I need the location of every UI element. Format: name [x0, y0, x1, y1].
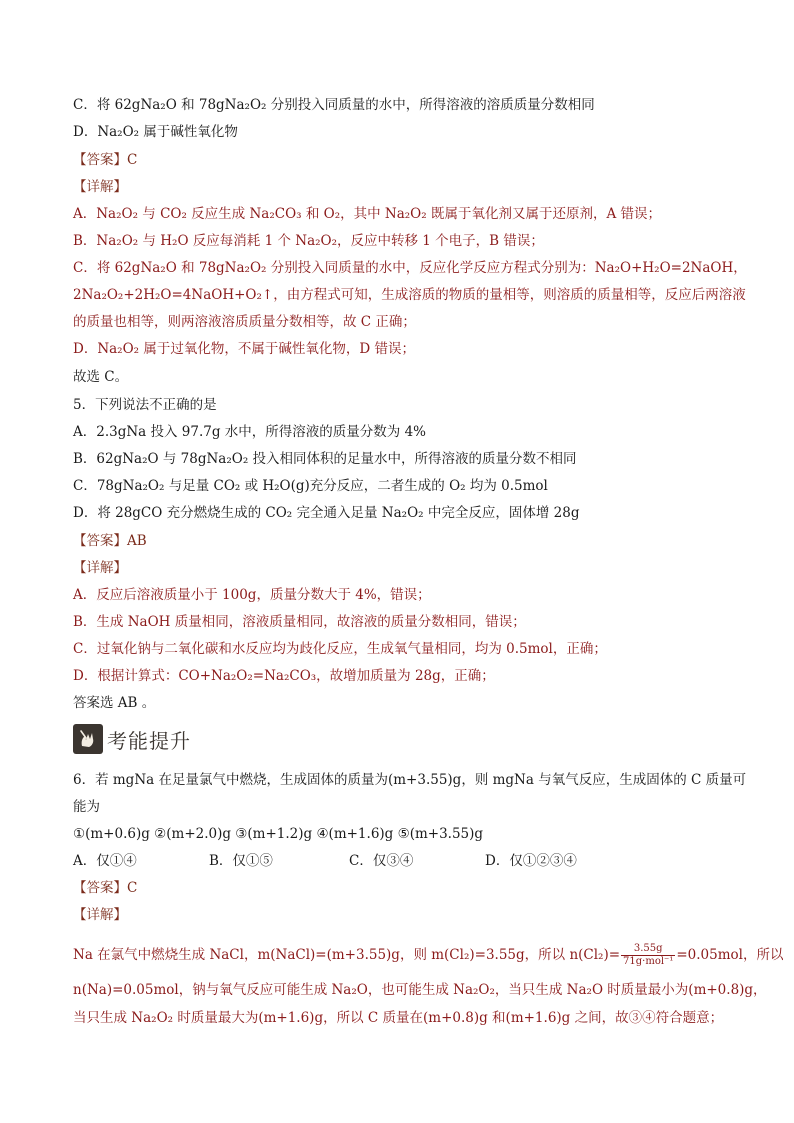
- section-title: 考能提升: [107, 728, 191, 753]
- q5-conclusion: 答案选 AB 。: [73, 695, 156, 711]
- q4-detail-heading: 【详解】: [73, 179, 127, 195]
- q6-option-b: B．仅①⑤: [209, 853, 273, 869]
- q4-conclusion: 故选 C。: [73, 369, 129, 385]
- q5-detail-heading: 【详解】: [73, 560, 127, 576]
- q6-option-c: C．仅③④: [349, 853, 414, 869]
- fraction-numerator: 3.55g: [621, 943, 675, 956]
- q4-detail-c-line3: 的质量也相等，则两溶液溶质质量分数相等，故 C 正确；: [73, 314, 416, 330]
- q4-option-c: C．将 62gNa₂O 和 78gNa₂O₂ 分别投入同质量的水中，所得溶液的溶质质量分数相同: [73, 97, 595, 113]
- q5-detail-b: B．生成 NaOH 质量相同，溶液质量相同，故溶液的质量分数相同，错误；: [73, 614, 526, 630]
- q5-option-a: A．2.3gNa 投入 97.7g 水中，所得溶液的质量分数为 4%: [73, 424, 427, 440]
- q4-detail-b: B．Na₂O₂ 与 H₂O 反应每消耗 1 个 Na₂O₂，反应中转移 1 个电子，B 错误；: [73, 233, 544, 249]
- q4-detail-a: A．Na₂O₂ 与 CO₂ 反应生成 Na₂CO₃ 和 O₂，其中 Na₂O₂ 既属于氧化剂又属于还原剂，A 错误；: [73, 206, 661, 222]
- q4-option-d: D．Na₂O₂ 属于碱性氧化物: [73, 124, 238, 140]
- q6-option-d: D．仅①②③④: [485, 853, 577, 869]
- hand-pen-icon: [73, 724, 103, 754]
- q6-detail-line1: [73, 942, 784, 968]
- q6-stem-line1: 6．若 mgNa 在足量氯气中燃烧，生成固体的质量为(m+3.55)g，则 mgNa 与氧气反应，生成固体的 C 质量可: [73, 772, 747, 788]
- q6-detail-heading: 【详解】: [73, 907, 127, 923]
- section-heading: [73, 722, 191, 756]
- q6-detail-line2: n(Na)=0.05mol，钠与氧气反应可能生成 Na₂O，也可能生成 Na₂O₂，当只生成 Na₂O 时质量最小为(m+0.8)g，: [73, 982, 767, 998]
- q6-detail-line1-end: =0.05mol，所以: [676, 947, 784, 963]
- q4-detail-c-line2: 2Na₂O₂+2H₂O=4NaOH+O₂↑，由方程式可知，生成溶质的物质的量相等，则溶质的质量相等，反应后两溶液: [73, 287, 746, 303]
- q5-answer: 【答案】AB: [73, 533, 147, 549]
- q4-answer: 【答案】C: [73, 152, 138, 168]
- q6-stem-line2: 能为: [73, 799, 100, 815]
- q5-stem: 5．下列说法不正确的是: [73, 397, 217, 413]
- q6-detail-line3: 当只生成 Na₂O₂ 时质量最大为(m+1.6)g，所以 C 质量在(m+0.8)g 和(m+1.6)g 之间，故③④符合题意；: [73, 1010, 724, 1026]
- q5-detail-a: A．反应后溶液质量小于 100g，质量分数大于 4%，错误；: [73, 587, 431, 603]
- q4-detail-c-line1: C．将 62gNa₂O 和 78gNa₂O₂ 分别投入同质量的水中，反应化学反应方程式分别为：Na₂O+H₂O=2NaOH，: [73, 260, 747, 276]
- fraction: [621, 943, 675, 968]
- q5-detail-d: D．根据计算式：CO+Na₂O₂=Na₂CO₃，故增加质量为 28g，正确；: [73, 668, 495, 684]
- q6-answer: 【答案】C: [73, 880, 138, 896]
- q6-option-a: A．仅①④: [73, 853, 137, 869]
- q5-detail-c: C．过氧化钠与二氧化碳和水反应均为歧化反应，生成氧气量相同，均为 0.5mol，正确；: [73, 641, 607, 657]
- q5-option-c: C．78gNa₂O₂ 与足量 CO₂ 或 H₂O(g)充分反应，二者生成的 O₂ 均为 0.5mol: [73, 478, 548, 494]
- q5-option-b: B．62gNa₂O 与 78gNa₂O₂ 投入相同体积的足量水中，所得溶液的质量分数不相同: [73, 451, 577, 467]
- q6-detail-line1-start: Na 在氯气中燃烧生成 NaCl，m(NaCl)=(m+3.55)g，则 m(Cl₂)=3.55g，所以 n(Cl₂)=: [73, 947, 621, 963]
- q4-detail-d: D．Na₂O₂ 属于过氧化物，不属于碱性氧化物，D 错误；: [73, 341, 415, 357]
- fraction-denominator: 71g·mol⁻¹: [623, 956, 674, 967]
- q5-option-d: D．将 28gCO 充分燃烧生成的 CO₂ 完全通入足量 Na₂O₂ 中完全反应，固体增 28g: [73, 505, 580, 521]
- q6-choices: ①(m+0.6)g ②(m+2.0)g ③(m+1.2)g ④(m+1.6)g ⑤(m+3.55)g: [73, 826, 484, 842]
